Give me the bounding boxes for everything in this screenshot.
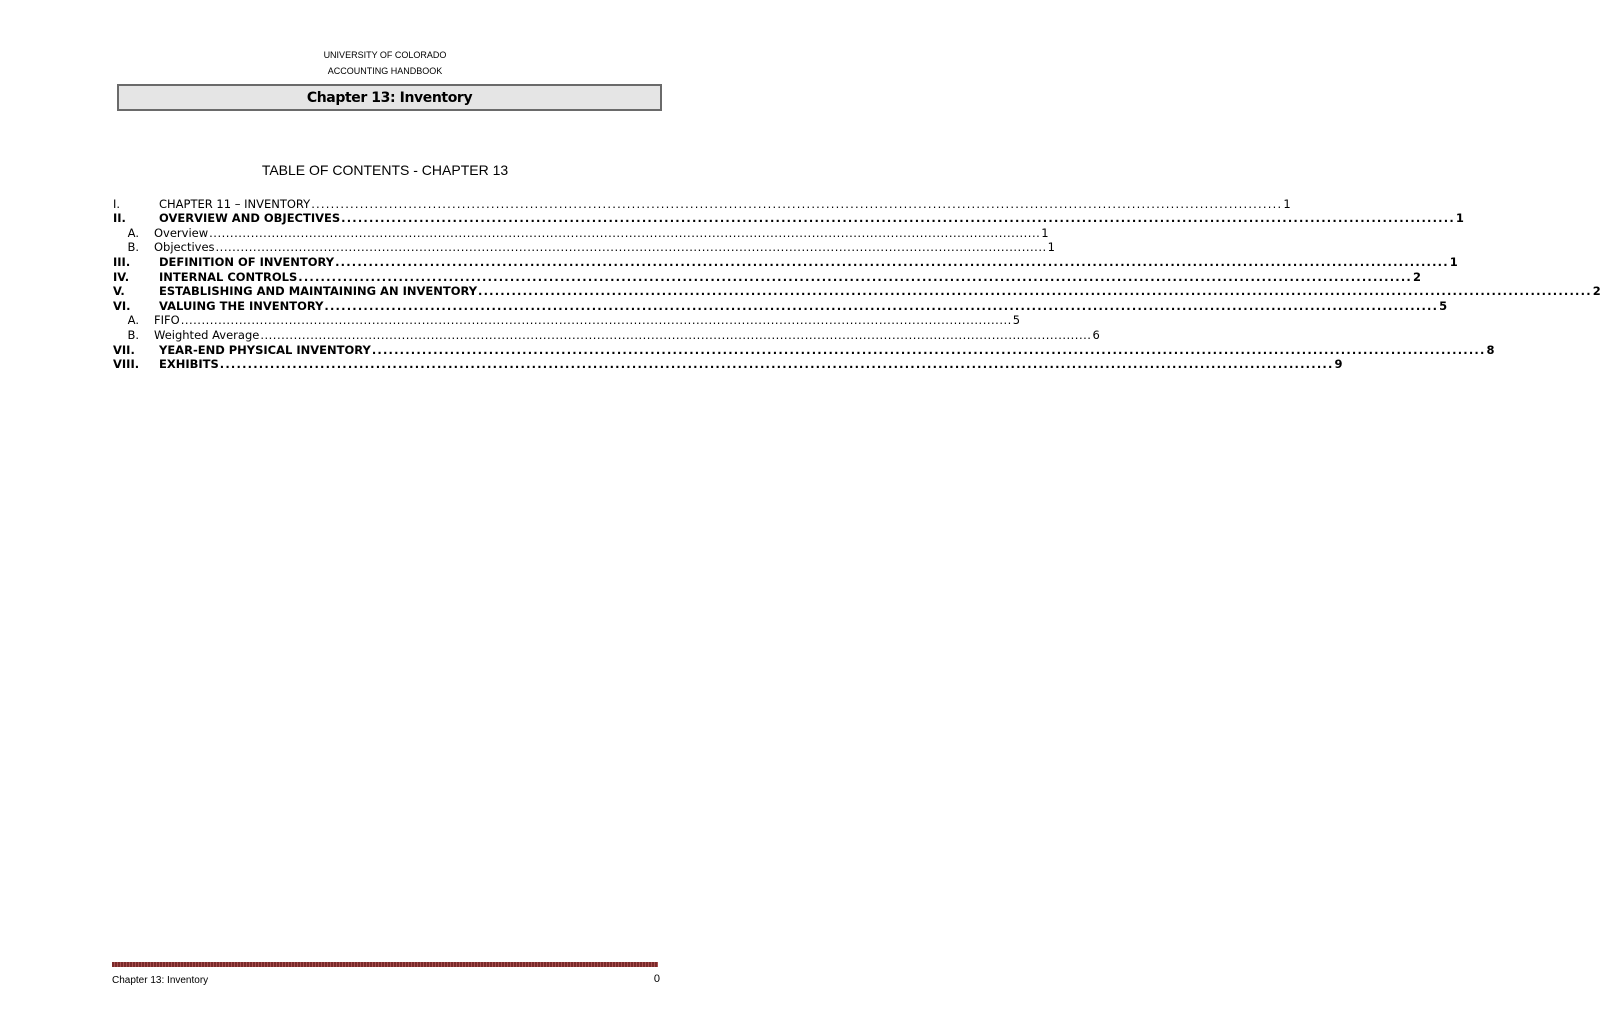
toc-entry-number: VIII. <box>113 357 140 372</box>
toc-entry-number: I. <box>113 196 121 211</box>
toc-entry[interactable] <box>113 240 1055 255</box>
toc-entry-page: 1 <box>1041 225 1049 240</box>
toc-entry-number: A. <box>127 313 139 328</box>
toc-entry-label: Overview <box>154 225 209 240</box>
toc-entry[interactable] <box>113 313 1021 328</box>
toc-leader-dots: ........................................................................................................................................................................................................ <box>371 342 1486 357</box>
table-of-contents <box>113 196 1601 372</box>
toc-leader-dots: ........................................................................................................................................................................................................ <box>298 269 1412 284</box>
toc-entry-page: 1 <box>1283 196 1291 211</box>
footer-page-number: 0 <box>653 973 660 985</box>
toc-leader-dots: ........................................................................................................................................................................................................ <box>260 327 1092 342</box>
toc-entry-label: VALUING THE INVENTORY <box>159 298 324 313</box>
toc-entry[interactable] <box>113 225 1049 240</box>
toc-entry-label: DEFINITION OF INVENTORY <box>159 254 335 269</box>
toc-entry[interactable] <box>113 284 1601 299</box>
toc-entry-label: FIFO <box>154 313 180 328</box>
toc-entry-page: 6 <box>1092 327 1100 342</box>
toc-entry[interactable] <box>113 327 1100 342</box>
toc-entry-number: VI. <box>113 298 131 313</box>
toc-entry-number: III. <box>113 254 131 269</box>
toc-entry-page: 2 <box>1592 284 1601 299</box>
toc-entry[interactable] <box>113 196 1291 211</box>
toc-entry-label: EXHIBITS <box>159 357 219 372</box>
toc-entry-label: INTERNAL CONTROLS <box>159 269 298 284</box>
toc-entry[interactable] <box>113 298 1448 313</box>
toc-entry-number: VII. <box>113 342 135 357</box>
toc-entry-number: V. <box>113 284 125 299</box>
toc-entry-number: B. <box>127 240 139 255</box>
chapter-title-box <box>117 84 662 111</box>
toc-entry-label: CHAPTER 11 – INVENTORY <box>159 196 311 211</box>
toc-leader-dots: ........................................................................................................................................................................................................ <box>219 357 1334 372</box>
toc-entry-number: A. <box>127 225 139 240</box>
toc-entry-number: II. <box>113 211 126 226</box>
toc-entry-number: B. <box>127 327 139 342</box>
toc-entry-page: 1 <box>1455 211 1464 226</box>
toc-leader-dots: ........................................................................................................................................................................................................ <box>180 313 1012 328</box>
toc-entry-page: 9 <box>1334 357 1343 372</box>
toc-entry-label: Objectives <box>154 240 215 255</box>
toc-leader-dots: ........................................................................................................................................................................................................ <box>341 211 1455 226</box>
toc-entry[interactable] <box>113 211 1464 226</box>
toc-entry-label: OVERVIEW AND OBJECTIVES <box>159 211 341 226</box>
toc-leader-dots: ........................................................................................................................................................................................................ <box>311 196 1283 211</box>
toc-entry-number: IV. <box>113 269 130 284</box>
toc-entry-page: 5 <box>1439 298 1448 313</box>
toc-leader-dots: ........................................................................................................................................................................................................ <box>209 225 1041 240</box>
toc-entry-label: YEAR-END PHYSICAL INVENTORY <box>159 342 371 357</box>
toc-entry-page: 1 <box>1047 240 1055 255</box>
toc-entry-page: 2 <box>1412 269 1421 284</box>
toc-leader-dots: ........................................................................................................................................................................................................ <box>324 298 1439 313</box>
footer-divider <box>112 962 658 967</box>
handbook-name: ACCOUNTING HANDBOOK <box>327 66 443 76</box>
toc-entry[interactable] <box>113 342 1495 357</box>
toc-entry-label: Weighted Average <box>154 327 260 342</box>
toc-entry-label: ESTABLISHING AND MAINTAINING AN INVENTORY <box>159 284 478 299</box>
toc-entry-page: 1 <box>1449 254 1458 269</box>
toc-leader-dots: ........................................................................................................................................................................................................ <box>335 254 1449 269</box>
toc-leader-dots: ........................................................................................................................................................................................................ <box>478 284 1592 299</box>
toc-title: TABLE OF CONTENTS - CHAPTER 13 <box>261 162 509 178</box>
toc-entry-page: 5 <box>1012 313 1021 328</box>
toc-entry[interactable] <box>113 269 1421 284</box>
toc-entry-page: 8 <box>1486 342 1495 357</box>
chapter-title: Chapter 13: Inventory <box>306 89 473 106</box>
university-name: UNIVERSITY OF COLORADO <box>323 50 447 60</box>
toc-leader-dots: ........................................................................................................................................................................................................ <box>215 240 1047 255</box>
toc-entry[interactable] <box>113 357 1343 372</box>
toc-entry[interactable] <box>113 254 1458 269</box>
footer-chapter-label: Chapter 13: Inventory <box>112 975 209 986</box>
